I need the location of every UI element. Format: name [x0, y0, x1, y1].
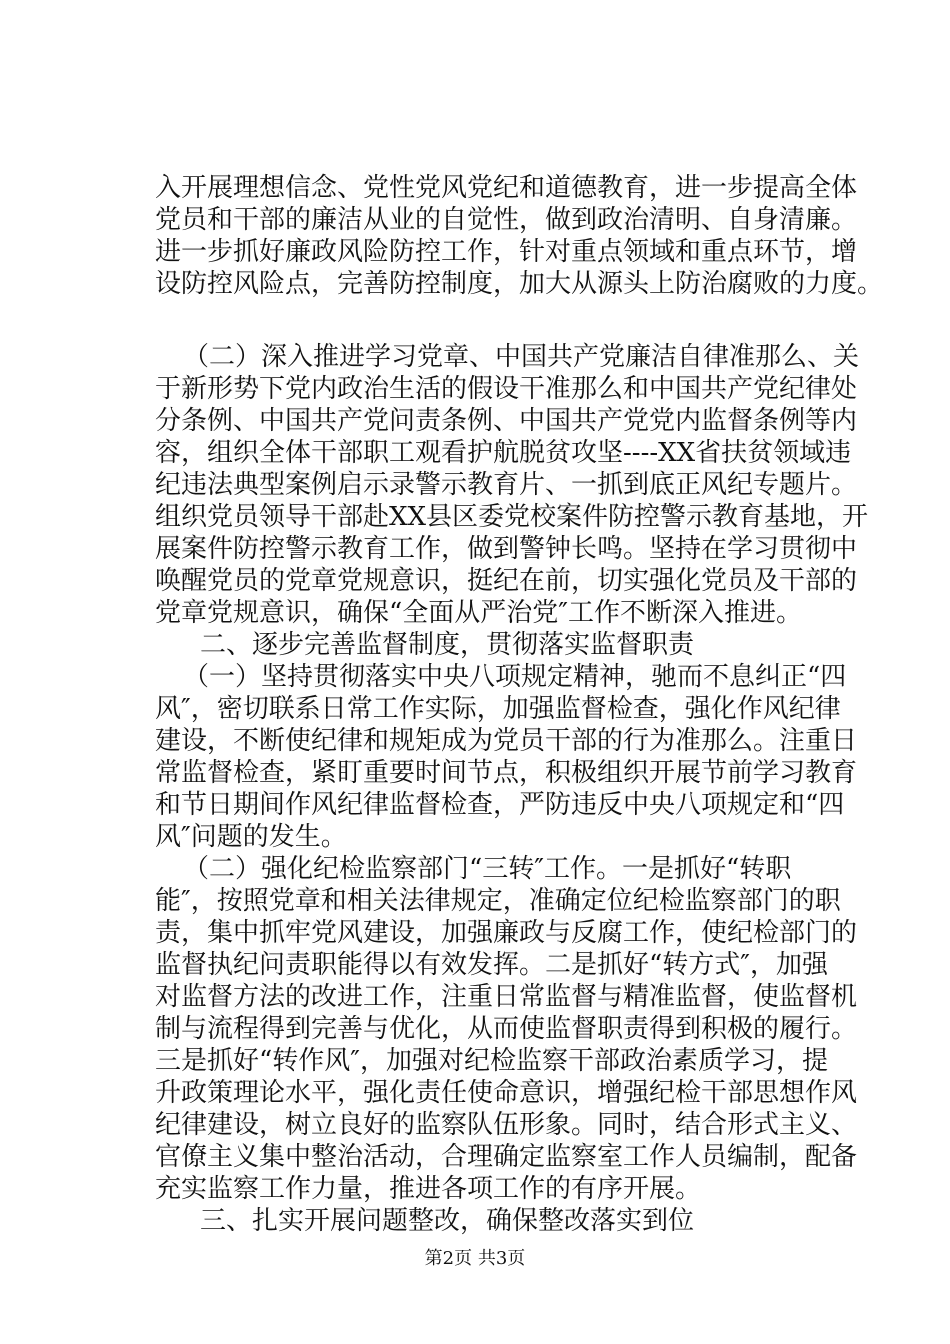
text-line: 官僚主义集中整治活动，合理确定监察室工作人员编制，配备	[155, 1142, 858, 1172]
text-line: 对监督方法的改进工作，注重日常监督与精准监督，使监督机	[155, 982, 858, 1012]
text-line: 充实监察工作力量，推进各项工作的有序开展。	[155, 1174, 702, 1204]
text-line: （一）坚持贯彻落实中央八项规定精神，驰而不息纠正“四	[183, 662, 847, 692]
section-heading-2: 二、逐步完善监督制度，贯彻落实监督职责	[200, 630, 695, 660]
text-line: 制与流程得到完善与优化，从而使监督职责得到积极的履行。	[155, 1014, 858, 1044]
text-line: 展案件防控警示教育工作，做到警钟长鸣。坚持在学习贯彻中	[155, 534, 858, 564]
text-line: （二）深入推进学习党章、中国共产党廉洁自律准那么、关	[183, 342, 860, 372]
text-line: 于新形势下党内政治生活的假设干准那么和中国共产党纪律处	[155, 374, 858, 404]
paragraph-spacer	[155, 300, 855, 341]
paragraph-4	[155, 853, 858, 1205]
text-line: 常监督检查，紧盯重要时间节点，积极组织开展节前学习教育	[155, 758, 858, 788]
paragraph-2	[155, 341, 869, 629]
text-line: 组织党员领导干部赴XX县区委党校案件防控警示教育基地，开	[155, 502, 869, 532]
text-line: 责，集中抓牢党风建设，加强廉政与反腐工作，使纪检部门的	[155, 918, 858, 948]
text-line: 和节日期间作风纪律监督检查，严防违反中央八项规定和“四	[155, 790, 845, 820]
text-line: 纪律建设，树立良好的监察队伍形象。同时，结合形式主义、	[155, 1110, 858, 1140]
text-line: 进一步抓好廉政风险防控工作，针对重点领域和重点环节，增	[155, 237, 858, 267]
text-line: 监督执纪问责职能得以有效发挥。二是抓好“转方式″，加强	[155, 950, 829, 980]
text-line: 风″问题的发生。	[155, 822, 347, 852]
text-line: 能″，按照党章和相关法律规定，准确定位纪检监察部门的职	[155, 886, 841, 916]
paragraph-1	[155, 172, 884, 300]
text-line: 党章党规意识，确保“全面从严治党″工作不断深入推进。	[155, 598, 803, 628]
text-line: 纪违法典型案例启示录警示教育片、一抓到底正风纪专题片。	[155, 470, 858, 500]
text-line: 三是抓好“转作风″，加强对纪检监察干部政治素质学习，提	[155, 1046, 829, 1076]
document-body	[155, 172, 884, 1237]
text-line: 入开展理想信念、党性党风党纪和道德教育，进一步提高全体	[155, 173, 858, 203]
text-line: 党员和干部的廉洁从业的自觉性，做到政治清明、自身清廉。	[155, 205, 858, 235]
text-line: 唤醒党员的党章党规意识，挺纪在前，切实强化党员及干部的	[155, 566, 858, 596]
text-line: 风″，密切联系日常工作实际，加强监督检查，强化作风纪律	[155, 694, 841, 724]
text-line: 分条例、中国共产党问责条例、中国共产党党内监督条例等内	[155, 406, 858, 436]
paragraph-3	[155, 661, 858, 853]
text-line: （二）强化纪检监察部门“三转″工作。一是抓好“转职	[183, 854, 792, 884]
text-line: 设防控风险点，完善防控制度，加大从源头上防治腐败的力度。	[155, 269, 884, 299]
text-line: 容，组织全体干部职工观看护航脱贫攻坚----XX省扶贫领域违	[155, 438, 852, 468]
text-line: 升政策理论水平，强化责任使命意识，增强纪检干部思想作风	[155, 1078, 858, 1108]
page-footer: 第2页 共3页	[424, 1248, 526, 1269]
section-heading-3: 三、扎实开展问题整改，确保整改落实到位	[200, 1206, 695, 1236]
text-line: 建设，不断使纪律和规矩成为党员干部的行为准那么。注重日	[155, 726, 858, 756]
